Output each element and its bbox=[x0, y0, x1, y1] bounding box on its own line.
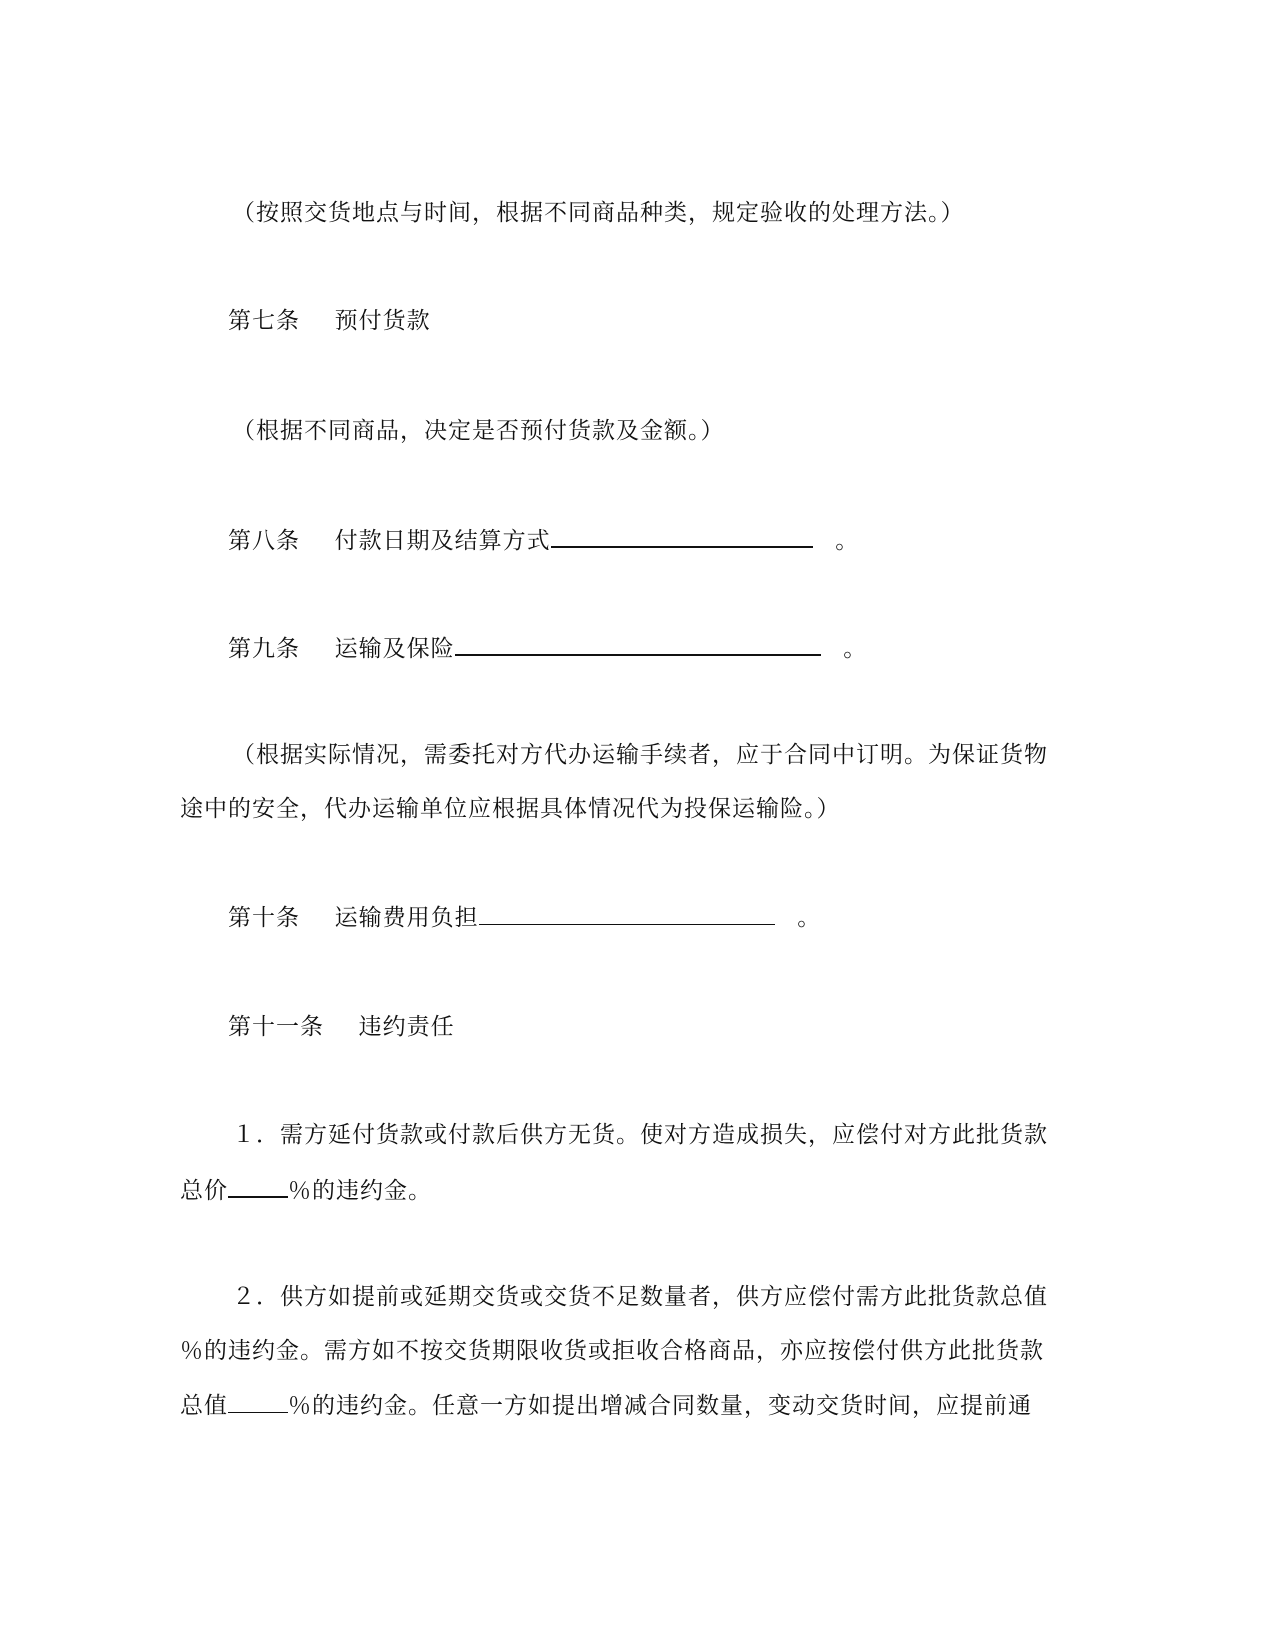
item-2-line-3 bbox=[180, 1390, 1032, 1421]
article-11-heading bbox=[228, 1012, 455, 1042]
article-8-blank-line bbox=[551, 524, 813, 548]
item-1-percent-blank bbox=[228, 1174, 288, 1198]
article-8-heading bbox=[228, 524, 859, 556]
item-1-line-1: １．需方延付货款或付款后供方无货。使对方造成损失，应偿付对方此批货款 bbox=[232, 1122, 1048, 1148]
item-1-line-2 bbox=[180, 1174, 432, 1206]
article-9-number: 第九条 bbox=[228, 636, 300, 662]
article-10-period: 。 bbox=[797, 905, 822, 931]
article-8-number: 第八条 bbox=[228, 528, 300, 554]
paragraph-transport-note-line-1: （根据实际情况，需委托对方代办运输手续者，应于合同中订明。为保证货物 bbox=[232, 742, 1048, 768]
article-9-blank-line bbox=[455, 632, 821, 656]
paragraph-transport-note-line-2: 途中的安全，代办运输单位应根据具体情况代为投保运输险。） bbox=[180, 796, 841, 822]
article-10-title: 运输费用负担 bbox=[334, 905, 479, 931]
article-11-number: 第十一条 bbox=[228, 1014, 324, 1040]
article-10-number: 第十条 bbox=[228, 905, 300, 931]
item-2-line-2: ％的违约金。需方如不按交货期限收货或拒收合格商品，亦应按偿付供方此批货款 bbox=[180, 1338, 1044, 1364]
paragraph-acceptance-note: （按照交货地点与时间，根据不同商品种类，规定验收的处理方法。） bbox=[232, 200, 965, 226]
item-1-penalty-text: ％的违约金。 bbox=[288, 1178, 432, 1204]
article-8-title: 付款日期及结算方式 bbox=[334, 528, 551, 554]
item-2-line-1: ２．供方如提前或延期交货或交货不足数量者，供方应偿付需方此批货款总值 bbox=[232, 1284, 1048, 1310]
article-10-heading bbox=[228, 902, 821, 933]
item-2-total-label: 总值 bbox=[180, 1393, 228, 1419]
article-8-period: 。 bbox=[835, 528, 860, 554]
item-1-total-label: 总价 bbox=[180, 1178, 228, 1204]
article-11-title: 违约责任 bbox=[358, 1014, 455, 1040]
article-7-number: 第七条 bbox=[228, 308, 300, 334]
paragraph-prepayment-note: （根据不同商品，决定是否预付货款及金额。） bbox=[232, 418, 725, 444]
article-7-heading bbox=[228, 306, 431, 336]
item-2-percent-blank bbox=[228, 1390, 288, 1413]
article-10-blank-line bbox=[479, 902, 775, 925]
item-2-penalty-text: ％的违约金。任意一方如提出增减合同数量，变动交货时间，应提前通 bbox=[288, 1393, 1032, 1419]
article-7-title: 预付货款 bbox=[334, 308, 431, 334]
article-9-title: 运输及保险 bbox=[334, 636, 455, 662]
article-9-heading bbox=[228, 632, 867, 664]
article-9-period: 。 bbox=[843, 636, 868, 662]
